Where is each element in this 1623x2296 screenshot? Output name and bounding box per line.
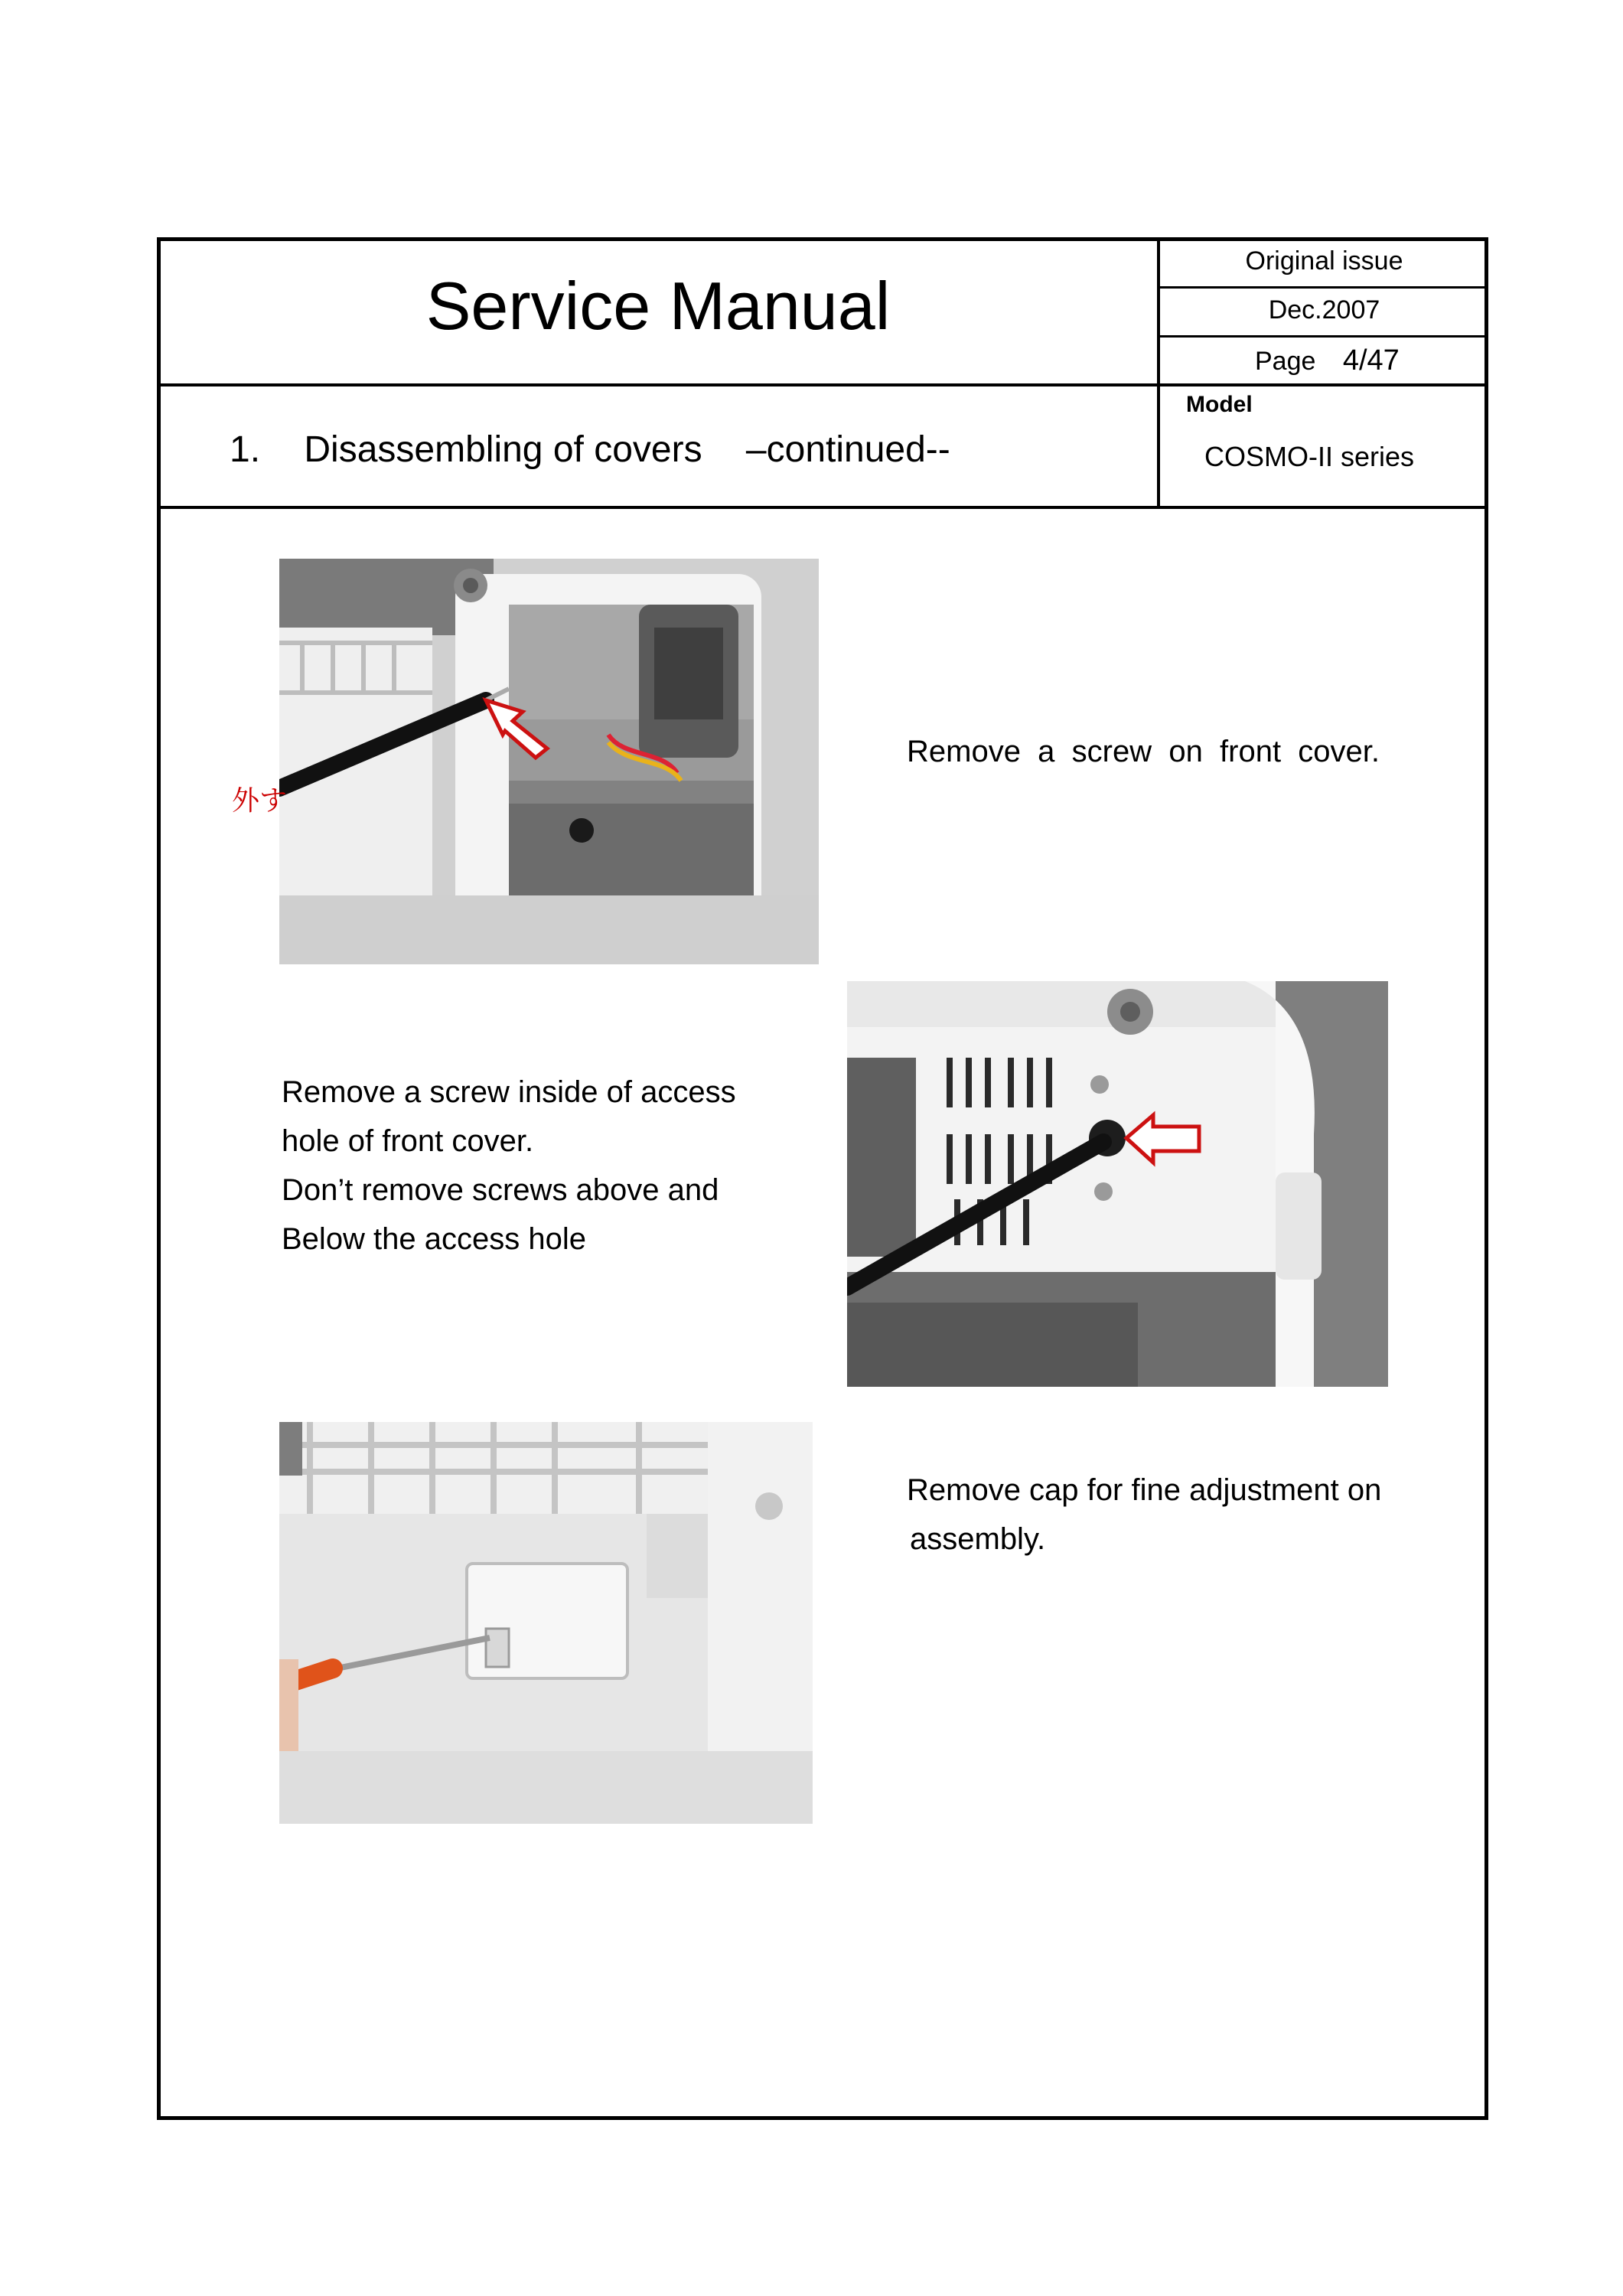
model-label: Model (1186, 392, 1253, 417)
step-3-line: assembly. (910, 1522, 1046, 1556)
step-2-line: hole of front cover. (282, 1124, 534, 1158)
section-title: Disassembling of covers (304, 429, 702, 470)
photo-adjustment-cap (279, 1422, 813, 1824)
section-divider (157, 506, 1488, 509)
section-heading (230, 429, 950, 471)
step-3-description (907, 1466, 1458, 1564)
photo-access-hole-screw (847, 981, 1388, 1387)
page-label: Page (1255, 347, 1316, 376)
step-2-description (282, 1068, 817, 1264)
issue-date: Dec.2007 (1268, 295, 1380, 325)
step-2-line: Remove a screw inside of access (282, 1075, 736, 1109)
photo-annotation-red: 外す (232, 785, 288, 817)
section-suffix: –continued-- (745, 429, 950, 470)
header-column-divider (1157, 237, 1160, 509)
original-issue-label: Original issue (1245, 246, 1403, 276)
page-indicator (1255, 344, 1400, 377)
step-1-description: Remove a screw on front cover. (907, 735, 1380, 768)
step-2-line: Don’t remove screws above and (282, 1173, 719, 1207)
header-divider (157, 383, 1488, 386)
page-number: 4/47 (1342, 344, 1400, 377)
date-divider (1157, 335, 1488, 338)
page-title: Service Manual (425, 268, 891, 344)
photo-front-cover-screw (279, 559, 819, 964)
step-2-line: Below the access hole (282, 1222, 587, 1256)
model-value: COSMO-II series (1204, 441, 1415, 472)
step-3-line: Remove cap for fine adjustment on (907, 1473, 1382, 1507)
section-number: 1. (230, 429, 261, 470)
issue-divider (1157, 286, 1488, 289)
